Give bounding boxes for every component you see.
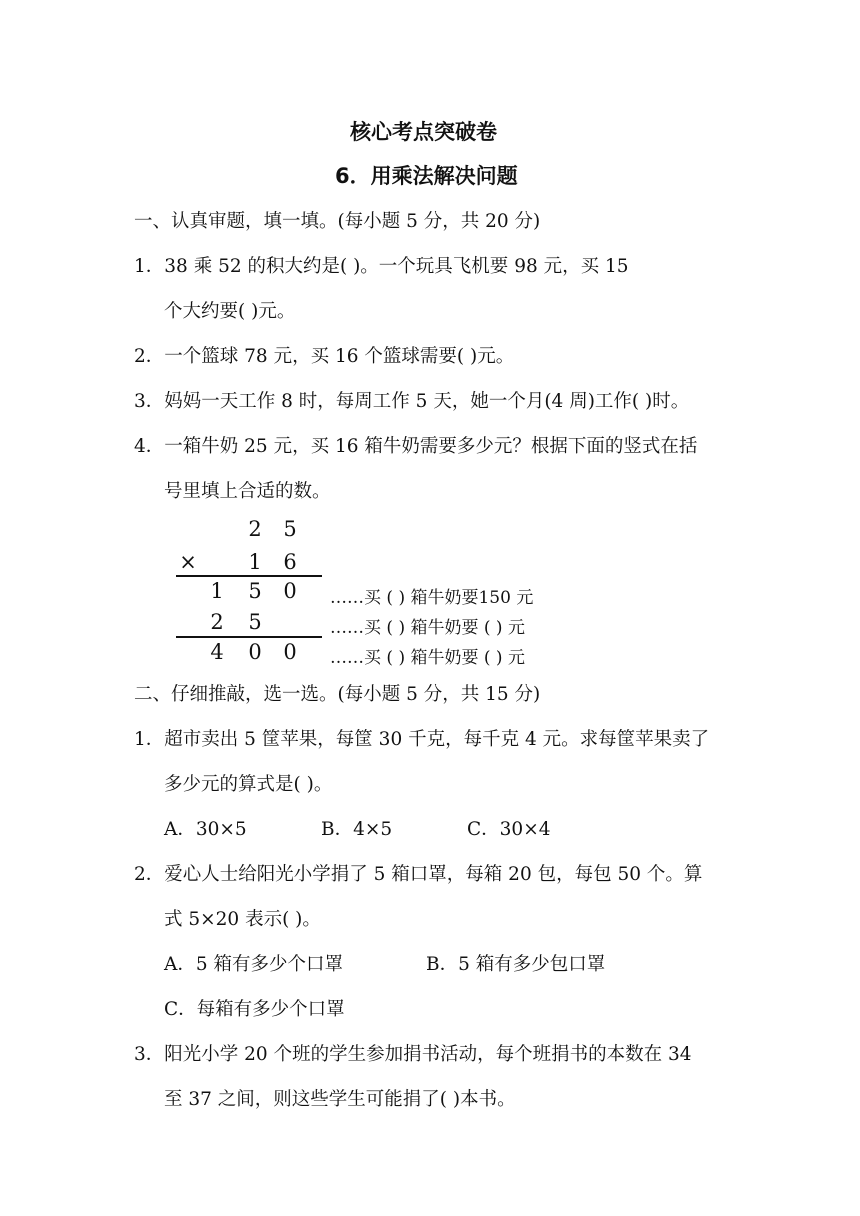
vm-note-1: ……买 ( ) 箱牛奶要150 元 [330,588,534,608]
s2-q2-line2: 式 5×20 表示( )。 [164,909,321,930]
s2-q2-option-b: B．5 箱有多少包口罩 [426,954,606,975]
vm-note-2: ……买 ( ) 箱牛奶要 ( ) 元 [330,618,525,638]
s1-q1-line2: 个大约要( )元。 [164,301,296,322]
vm-note-3: ……买 ( ) 箱牛奶要 ( ) 元 [330,648,525,668]
s1-q4-line2: 号里填上合适的数。 [164,481,331,502]
s2-q1-option-b: B．4×5 [321,819,393,840]
s1-q2: 2．一个篮球 78 元，买 16 个篮球需要( )元。 [134,346,515,367]
vm-r5-d2: 0 [248,640,262,664]
s2-q1-line1: 1．超市卖出 5 筐苹果，每筐 30 千克，每千克 4 元。求每筐苹果卖了 [134,729,710,750]
section2-heading: 二、仔细推敲，选一选。(每小题 5 分，共 15 分) [134,684,541,705]
vm-r3-d3: 0 [283,579,297,603]
vm-line-2 [176,636,322,638]
s1-q1-line1: 1．38 乘 52 的积大约是( )。一个玩具飞机要 98 元，买 15 [134,256,629,277]
vm-r3-d2: 5 [248,579,262,603]
vm-times-sign: × [179,550,197,574]
vm-r3-d1: 1 [210,579,224,603]
s2-q3-line2: 至 37 之间，则这些学生可能捐了( )本书。 [164,1089,516,1110]
s2-q2-line1: 2．爱心人士给阳光小学捐了 5 箱口罩，每箱 20 包，每包 50 个。算 [134,864,703,885]
s2-q3-line1: 3．阳光小学 20 个班的学生参加捐书活动，每个班捐书的本数在 34 [134,1044,692,1065]
s2-q2-option-c: C．每箱有多少个口罩 [164,999,345,1020]
s2-q1-line2: 多少元的算式是( )。 [164,774,333,795]
s1-q4-line1: 4．一箱牛奶 25 元，买 16 箱牛奶需要多少元？根据下面的竖式在括 [134,436,698,457]
vm-r5-d1: 4 [210,640,224,664]
vm-line-1 [176,575,322,577]
vm-r1-d2: 5 [283,517,297,541]
page-subtitle: 6．用乘法解决问题 [335,164,518,188]
vm-r1-d1: 2 [248,517,262,541]
s1-q3: 3．妈妈一天工作 8 时，每周工作 5 天，她一个月(4 周)工作( )时。 [134,391,690,412]
vm-r5-d3: 0 [283,640,297,664]
s2-q2-option-a: A．5 箱有多少个口罩 [164,954,344,975]
page-title: 核心考点突破卷 [350,120,497,144]
vm-r4-d1: 2 [210,610,224,634]
vm-r4-d2: 5 [248,610,262,634]
s2-q1-option-c: C．30×4 [467,819,551,840]
vm-r2-d1: 1 [248,550,262,574]
vm-r2-d2: 6 [283,550,297,574]
s2-q1-option-a: A．30×5 [164,819,247,840]
section1-heading: 一、认真审题，填一填。(每小题 5 分，共 20 分) [134,211,541,232]
